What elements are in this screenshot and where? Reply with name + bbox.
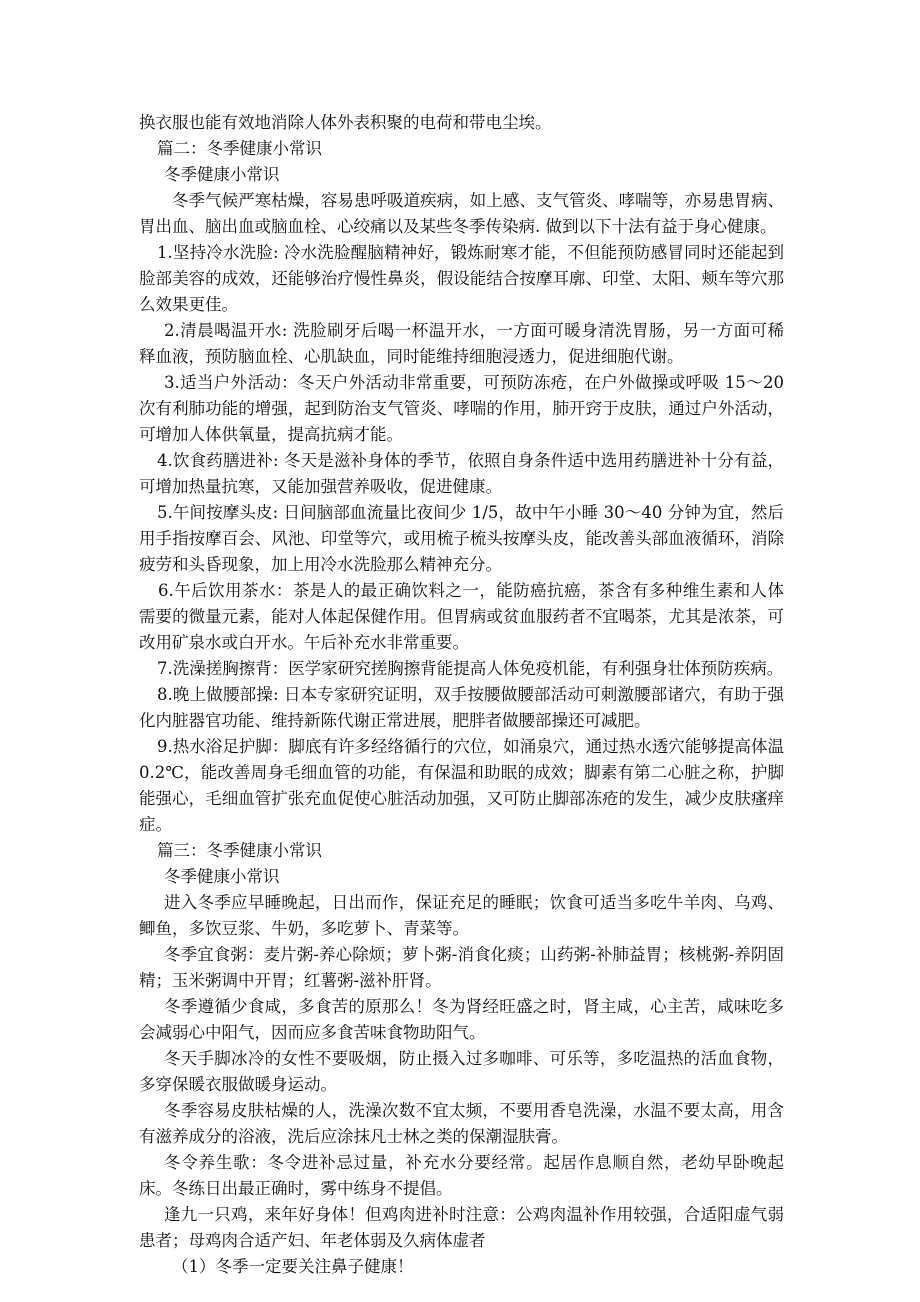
paragraph: 篇三：冬季健康小常识 [157, 841, 322, 860]
document-body [139, 110, 784, 1280]
paragraph: 3.适当户外活动：冬天户外活动非常重要，可预防冻疮，在户外做操或呼吸 15～20 次有利肺功能的增强，起到防治支气管炎、哮喘的作用，肺开窍于皮肤，通过户外活动，可增加人体供氧量，提高抗病才能。 [139, 373, 784, 444]
paragraph: 9.热水浴足护脚：脚底有许多经络循行的穴位，如涌泉穴，通过热水透穴能够提高体温0.2℃，能改善周身毛细血管的功能，有保温和助眠的成效；脚素有第二心脏之称，护脚能强心，毛细血管扩张充血促使心脏活动加强，又可防止脚部冻疮的发生，减少皮肤瘙痒症。 [139, 737, 784, 834]
paragraph: 7.洗澡搓胸擦背：医学家研究搓胸擦背能提高人体免疫机能，有利强身壮体预防疾病。 [157, 659, 784, 678]
paragraph: 冬季健康小常识 [164, 867, 280, 886]
paragraph: 1.坚持冷水洗脸: 冷水洗脸醒脑精神好，锻炼耐寒才能，不但能预防感冒同时还能起到脸部美容的成效，还能够治疗慢性鼻炎，假设能结合按摩耳廓、印堂、太阳、颊车等穴那么效果更佳。 [139, 243, 784, 314]
paragraph: 冬令养生歌：冬令进补忌过量，补充水分要经常。起居作息顺自然，老幼早卧晚起床。冬练日出最正确时，雾中练身不提倡。 [139, 1153, 784, 1198]
paragraph: 冬季气候严寒枯燥，容易患呼吸道疾病，如上感、支气管炎、哮喘等，亦易患胃病、胃出血、脑出血或脑血栓、心绞痛以及某些冬季传染病. 做到以下十法有益于身心健康。 [139, 191, 784, 236]
paragraph: 冬季宜食粥：麦片粥-养心除烦；萝卜粥-消食化痰；山药粥-补肺益胃；核桃粥-养阴固精；玉米粥调中开胃；红薯粥-滋补肝肾。 [139, 945, 784, 990]
paragraph: 2.清晨喝温开水: 洗脸刷牙后喝一杯温开水，一方面可暖身清洗胃肠，另一方面可稀释血液，预防脑血栓、心肌缺血，同时能维持细胞浸透力，促进细胞代谢。 [139, 321, 784, 366]
paragraph: （1）冬季一定要关注鼻子健康！ [172, 1257, 414, 1276]
paragraph: 6.午后饮用茶水：茶是人的最正确饮料之一，能防癌抗癌，茶含有多种维生素和人体需要的微量元素，能对人体起保健作用。但胃病或贫血服药者不宜喝茶，尤其是浓茶，可改用矿泉水或白开水。午后补充水非常重要。 [139, 581, 784, 652]
paragraph: 冬季遵循少食咸，多食苦的原那么！冬为肾经旺盛之时，肾主咸，心主苦，咸味吃多会减弱心中阳气，因而应多食苦味食物助阳气。 [139, 997, 784, 1042]
paragraph: 逢九一只鸡，来年好身体！但鸡肉进补时注意：公鸡肉温补作用较强，合适阳虚气弱患者；母鸡肉合适产妇、年老体弱及久病体虚者 [139, 1205, 784, 1250]
paragraph: 4.饮食药膳进补: 冬天是滋补身体的季节，依照自身条件适中选用药膳进补十分有益，可增加热量抗寒，又能加强营养吸收，促进健康。 [139, 451, 784, 496]
paragraph: 8.晚上做腰部操: 日本专家研究证明，双手按腰做腰部活动可刺激腰部诸穴，有助于强化内脏器官功能、维持新陈代谢正常进展，肥胖者做腰部操还可减肥。 [139, 685, 784, 730]
paragraph: 进入冬季应早睡晚起，日出而作，保证充足的睡眠；饮食可适当多吃牛羊肉、乌鸡、鲫鱼，多饮豆浆、牛奶，多吃萝卜、青菜等。 [139, 893, 784, 938]
paragraph: 冬季健康小常识 [164, 165, 280, 184]
paragraph: 冬季容易皮肤枯燥的人，洗澡次数不宜太频，不要用香皂洗澡，水温不要太高，用含有滋养成分的浴液，洗后应涂抹凡士林之类的保潮湿肤膏。 [139, 1101, 784, 1146]
paragraph: 换衣服也能有效地消除人体外表积聚的电荷和带电尘埃。 [139, 113, 552, 132]
paragraph: 冬天手脚冰冷的女性不要吸烟，防止摄入过多咖啡、可乐等，多吃温热的活血食物，多穿保暖衣服做暖身运动。 [139, 1049, 784, 1094]
paragraph: 5.午间按摩头皮: 日间脑部血流量比夜间少 1/5，故中午小睡 30～40 分钟为宜，然后用手指按摩百会、风池、印堂等穴，或用梳子梳头按摩头皮，能改善头部血液循环，消除疲劳和头昏现象，加上用冷水洗脸那么精神充分。 [139, 503, 784, 574]
paragraph: 篇二：冬季健康小常识 [157, 139, 322, 158]
